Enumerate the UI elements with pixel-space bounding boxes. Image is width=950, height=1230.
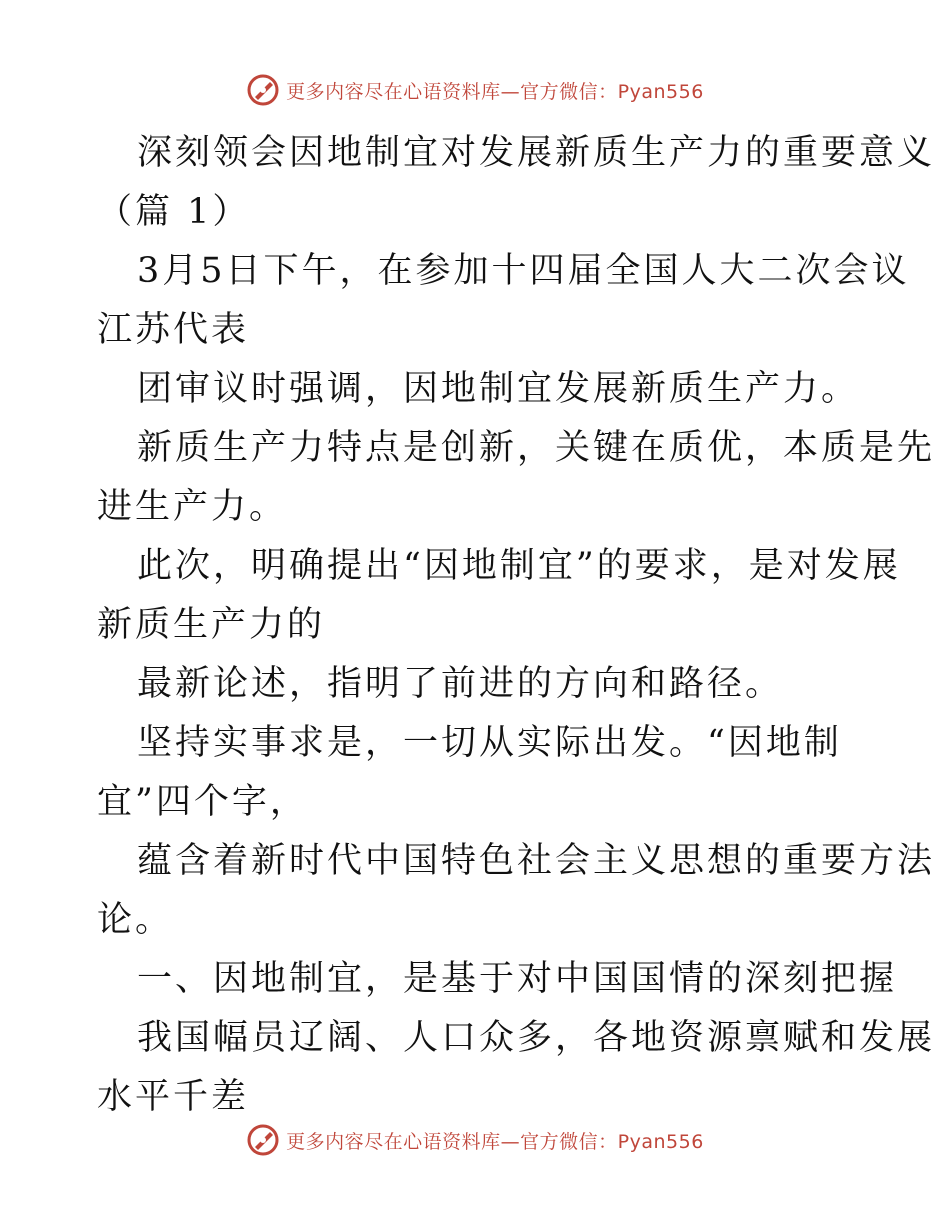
footer-watermark — [0, 1120, 950, 1160]
text-line: 3月5日下午，在参加十四届全国人大二次会议 — [137, 251, 910, 291]
text-line: 新质生产力的 — [97, 605, 326, 645]
pen-logo-icon — [246, 73, 280, 107]
text-line: 新质生产力特点是创新，关键在质优，本质是先 — [137, 428, 936, 468]
text-line: 深刻领会因地制宜对发展新质生产力的重要意义 — [137, 133, 936, 173]
text-line: 团审议时强调，因地制宜发展新质生产力。 — [137, 369, 860, 409]
document-body — [97, 124, 936, 1127]
watermark-text: 更多内容尽在心语资料库—官方微信：Pyan556 — [286, 1130, 704, 1153]
text-line: 最新论述，指明了前进的方向和路径。 — [137, 664, 784, 704]
text-line: 水平千差 — [97, 1077, 250, 1117]
text-line: 我国幅员辽阔、人口众多，各地资源禀赋和发展 — [137, 1018, 936, 1058]
text-line: 一、因地制宜，是基于对中国国情的深刻把握 — [137, 959, 898, 999]
watermark-text: 更多内容尽在心语资料库—官方微信：Pyan556 — [286, 80, 704, 103]
text-line: 论。 — [97, 900, 174, 940]
text-line: （篇 1） — [97, 192, 251, 232]
text-line: 蕴含着新时代中国特色社会主义思想的重要方法 — [137, 841, 936, 881]
text-line: 宜”四个字， — [97, 782, 308, 822]
text-line: 坚持实事求是，一切从实际出发。“因地制 — [137, 723, 842, 763]
text-line: 此次，明确提出“因地制宜”的要求，是对发展 — [137, 546, 901, 586]
text-line: 进生产力。 — [97, 487, 288, 527]
header-watermark — [0, 70, 950, 110]
pen-logo-icon — [246, 1123, 280, 1157]
text-line: 江苏代表 — [97, 310, 250, 350]
